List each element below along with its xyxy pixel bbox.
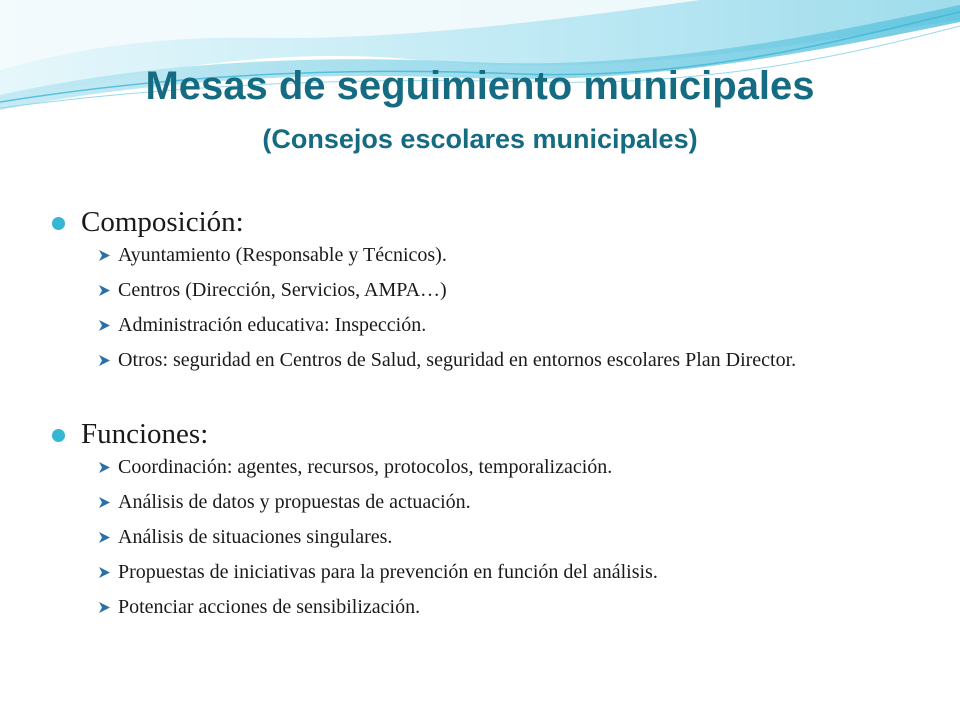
section-heading-text: Composición:	[81, 206, 244, 238]
list-item	[98, 244, 912, 267]
list-item-text: Análisis de datos y propuestas de actuación.	[118, 491, 471, 513]
list-item-text: Ayuntamiento (Responsable y Técnicos).	[118, 244, 447, 266]
list-item-text: Análisis de situaciones singulares.	[118, 526, 393, 548]
list-item-text: Potenciar acciones de sensibilización.	[118, 596, 421, 618]
section-composicion	[52, 200, 912, 372]
arrow-bullet-icon	[98, 461, 111, 474]
list-item	[98, 491, 912, 514]
list-item-text: Propuestas de iniciativas para la prevención en función del análisis.	[118, 561, 658, 583]
arrow-bullet-icon	[98, 319, 111, 332]
bullet-list	[52, 456, 912, 619]
slide-title: Mesas de seguimiento municipales	[145, 64, 815, 108]
slide-subtitle: (Consejos escolares municipales)	[262, 124, 698, 154]
list-item	[98, 456, 912, 479]
section-funciones	[52, 412, 912, 619]
circle-bullet-icon	[52, 429, 65, 442]
slide-content	[52, 200, 912, 619]
list-item	[98, 596, 912, 619]
bullet-list	[52, 244, 912, 372]
list-item-text: Administración educativa: Inspección.	[118, 314, 427, 336]
section-heading	[52, 200, 912, 244]
arrow-bullet-icon	[98, 284, 111, 297]
arrow-bullet-icon	[98, 531, 111, 544]
list-item	[98, 526, 912, 549]
list-item	[98, 561, 912, 584]
list-item-text: Centros (Dirección, Servicios, AMPA…)	[118, 279, 447, 301]
arrow-bullet-icon	[98, 249, 111, 262]
arrow-bullet-icon	[98, 601, 111, 614]
circle-bullet-icon	[52, 217, 65, 230]
list-item-text: Coordinación: agentes, recursos, protocolos, temporalización.	[118, 456, 613, 478]
arrow-bullet-icon	[98, 496, 111, 509]
section-heading-text: Funciones:	[81, 418, 209, 450]
list-item-text: Otros: seguridad en Centros de Salud, seguridad en entornos escolares Plan Director.	[118, 349, 797, 371]
section-heading	[52, 412, 912, 456]
arrow-bullet-icon	[98, 566, 111, 579]
list-item	[98, 279, 912, 302]
list-item	[98, 314, 912, 337]
arrow-bullet-icon	[98, 354, 111, 367]
list-item	[98, 349, 912, 372]
